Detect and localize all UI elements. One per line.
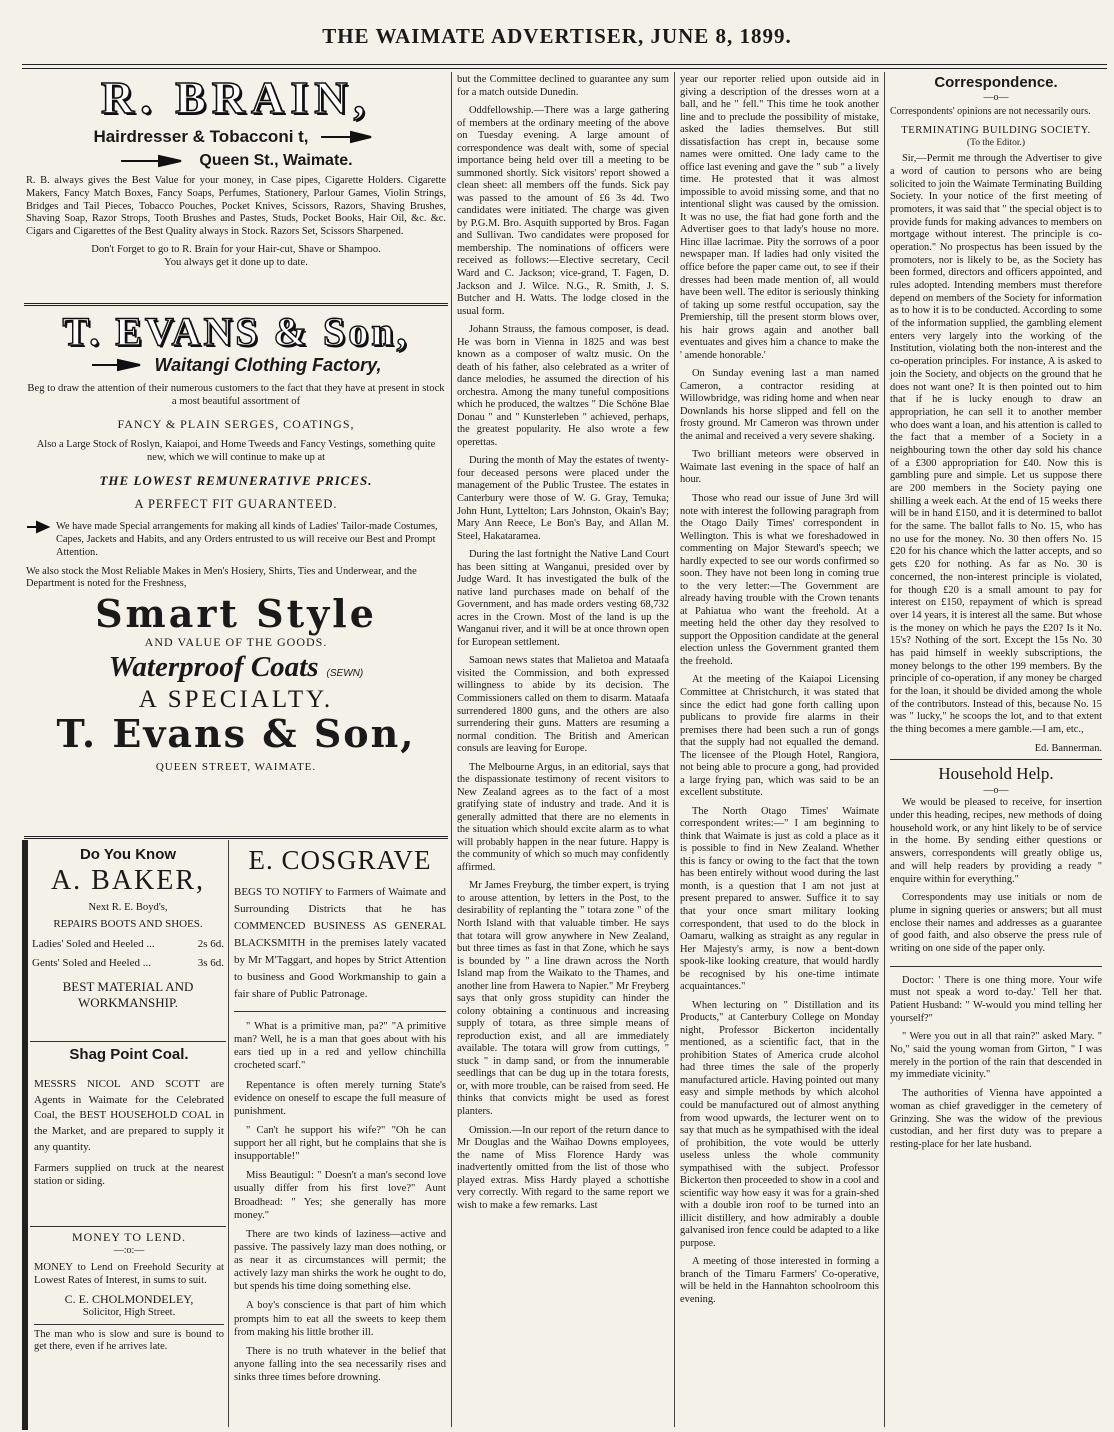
news-paragraph: During the month of May the estates of twenty-four deceased persons were placed under the management of the Public Trustee. The estates in Canterbury were those of W. G. Gray, Temuka; John Hunt, Lyttelton; Lars Johnston, Okain's Bay; Mary Ann Reece, Le Bon's Bay, and Allan M. Steel, Hakataramea. [457,455,669,542]
evans-ladies-line [26,521,446,560]
news-column-4 [680,74,879,1426]
money-name: C. E. CHOLMONDELEY, [64,1291,194,1306]
joke-paragraph: A boy's conscience is that part of him which prompts him to eat all the sweets to keep them from making his little brother ill. [234,1300,446,1338]
brain-name: R. BRAIN, [101,72,371,123]
ad-divider [30,1226,226,1227]
brain-location: Queen St., Waimate. [199,152,353,170]
joke-paragraph: Miss Beautigul: " Doesn't a man's second love usually differ from his first love?" Aunt Broadhead: " Yes; she generally has more money." [234,1170,446,1221]
news-paragraph: but the Committee declined to guarantee any sum for a match outside Dunedin. [457,74,669,98]
section-rule [890,759,1102,760]
tail-paragraph: " Were you out in all that rain?" asked Mary. " No," said the young woman from Girton, " I was merely in the portion of the rain that descended in my immediate vicinity." [890,1031,1102,1081]
money-role: Solicitor, High Street. [82,1307,176,1319]
ad-divider [30,1041,226,1042]
pointing-hand-icon [26,521,50,533]
coal-farmers: Farmers supplied on truck at the nearest station or siding. [34,1163,224,1188]
brain-footer2: You always get it done up to date. [164,256,308,268]
tail-paragraph: The authorities of Vienna have appointed a woman as chief gravedigger in the cemetery of Grinzing. She was the widow of the previous custodian, and her first duty was to prepare a resting-place for her late husband. [890,1088,1102,1150]
evans-serges: FANCY & PLAIN SERGES, COATINGS, [117,416,355,431]
brain-trade: Hairdresser & Tobacconi t, [93,127,309,147]
news-paragraph: At the meeting of the Kaiapoi Licensing Committee at Christchurch, it was stated that since the edict had gone forth calling upon publicans to provide fire alarms in their premises there had been such a run of gongs that the supply had not equalled the demand. The licensee of the Plough Hotel, Rangiora, not being able to procure a gong, had provided a large frying pan, which was said to be an excellent substitute. [680,674,879,799]
brain-body: R. B. always gives the Best Value for your money, in Case pipes, Cigarette Holders. Cigarette Makers, Fancy Match Boxes, Fancy Soaps, Perfumes, Stationery, Parlour Games, Violin Strings, Bridges and Tail Pieces, Tobacco Pouches, Pocket Knives, Scissors, Razors, Shaving Brushes, Shaving Soap, Razor Strops, Tooth Brushes and Pastes, Studs, Pocket Books, Hair Oil, &c. &c. Cigars and Cigarettes of the Best Quality always in Stock. Razors Set, Scissors Sharpened. [26,175,446,237]
joke-paragraph: There is no truth whatever in the belief that anyone falling into the sea necessarily rises and sinks three times before drowning. [234,1345,446,1384]
baker-price-gents [32,957,224,971]
section-rule [890,966,1102,967]
evans-factory-line [26,354,446,376]
left-edge-bar [22,840,28,1430]
brain-trade-line [26,126,446,147]
brain-location-line [26,151,446,171]
masthead-rule [22,64,1107,65]
brain-footer1: Don't Forget to go to R. Brain for your Hair-cut, Shave or Shampoo. [91,243,381,255]
column-rule [228,840,229,1427]
evans-prices: THE LOWEST REMUNERATIVE PRICES. [99,473,373,489]
column-rule [674,72,675,1427]
letter-to-editor: (To the Editor.) [966,137,1026,148]
news-paragraph: The Melbourne Argus, in an editorial, says that the dispassionate testimony of recent visitors to New Zealand agrees as to the fact of a most gratifying state of industry and trade. And it is generally admitted that there are no elements in the situation which should excite alarm as to what will probably happen in the near future. Happy is the community of which so much may confidently affirmed. [457,761,669,873]
money-tail: The man who is slow and sure is bound to get there, even if he arrives late. [34,1328,224,1353]
ad-divider [24,836,448,839]
baker-name: A. BAKER, [50,864,206,896]
news-paragraph: Those who read our issue of June 3rd will note with interest the following paragraph from the Otago Daily Times' correspondent in Wellington. This is what we foreshadowed in commenting on Major Steward's speech; we hardly expected to see our words confirmed so soon. They have not been long in coming true to the very letter:—The Government are already having trouble with the Crown tenants at Pahiatua who want the freehold. At a meeting held the other day they resolved to support the Opposition candidate at the general election unless the Government granted them the freehold. [680,493,879,667]
letter-body: Sir,—Permit me through the Advertiser to give a word of caution to persons who are being solicited to join the Waimate Terminating Building Society. In your notice of the first meeting of promoters, it was said that " the special object is to provide funds for making advances to members on mortgage without interest. The principle is co-operation." No prospectus has been issued by the promoters, nor is likely to be, as the Society has been formed, directors and officers appointed, and rules adopted. Intending members must therefore depend on members of the Society for information as to how it is to be conducted. According to some of the information supplied, the gambling element enters very largely into the working of the Institution, violating both the non-interest and the co-operation principles. For instance, A is asked to join the Society, and objects on the ground that he does not want one? It is then pointed out to him that if he is lucky enough to draw an appropriation, he can sell it to another member who does want a loan, and his attention is called to the fact that a member of a Society in a neighbouring town the other day sold his chance of a £300 appropriation for £40. Now this is gambling pure and simple. Let us suppose there are 200 members in the Society paying one shilling a week each. At the end of 15 weeks there will be in hand £150, and it is determined to ballot for the same. The ballot falls to No. 15, who has no use for the money. No. 30 then offers No. 15 £20 for his chance which the latter accepts, and so gets £20 for nothing. As far as No. 30 is concerned, the non-interest principle is violated, for though £20 is a small amount to pay for interest on £150, repayment of which is spread over 14 years, it is interest all the same. But whose is the money on which he pays the £20? Is it No. 15's? Nothing of the sort. Except the 15s No. 30 has paid himself in weekly subscriptions, the money belongs to the other 199 members. By the principle of co-operation, if any money be charged for the loan, it should be divided among the whole of the contributors. Instead of this, because No. 15 was " lucky," he scoops the lot, and to that extent the thing becomes a mere gamble.—I am, etc., [890,153,1102,736]
cosgrave-notice: BEGS TO NOTIFY to Farmers of Waimate and Surrounding Districts that he has COMMENCED BUSINESS AS GENERAL BLACKSMITH in the premises lately vacated by Mr M'Taggart, and hopes by Strict Attention to business and Good Workmanship to gain a fair share of Public Patronage. [234,885,446,1000]
evans-name: T. EVANS & Son, [62,309,410,354]
coal-advertisement [34,1046,224,1222]
household-divider: —o— [983,785,1009,797]
evans-intro: Beg to draw the attention of their numerous customers to the fact that they have at present in stock a most beautiful assortment of [27,383,445,408]
evans-hosiery: We also stock the Most Reliable Makes in Men's Hosiery, Shirts, Ties and Underwear, and the Department is noted for the Freshness, [26,565,417,590]
brain-advertisement [26,74,446,300]
baker-best: BEST MATERIAL AND WORKMANSHIP. [62,978,194,1010]
baker-next: Next R. E. Boyd's, [88,901,168,913]
news-paragraph: When lecturing on " Distillation and its Products," at Canterbury College on Monday night, Professor Bickerton incidentally mentioned, as a scientific fact, that in the prohibition States of America crude alcohol had three times the sale of the properly manufactured article. Having pointed out many easy and simple methods by which alcohol could be manufactured out of almost anything from wood upwards, the lecturer went on to say that much as he sympathised with the ideal of prohibition, the vote would be utterly useless unless the whole community sympathised with the subject. Professor Bickerton then proceeded to show in a cool and scientific way how easy it was for a grain-shed with a double iron roof to be turned into an illicit distillery, and how admirably a double galvanised iron fence could be adapted to a like purpose. [680,999,879,1249]
evans-coats: Waterproof Coats [108,650,319,683]
news-paragraph: Omission.—In our report of the return dance to Mr Douglas and the Waihao Downs employees, the name of Miss Florence Hardy was inadvertently omitted from the list of those who played extras. Miss Hardy played a schottishe very correctly. With regard to the same report we wish to make a few remarks. Last [457,1124,669,1211]
baker-repairs: REPAIRS BOOTS AND SHOES. [53,917,203,930]
evans-fit: A PERFECT FIT GUARANTEED. [134,497,338,512]
money-advertisement [34,1230,224,1426]
money-rule [34,1324,224,1325]
tail-paragraph: Doctor: ' There is one thing more. Your wife must not speak a word to-day.' Tell her that. Patient Husband: " W-would you mind telling her yourself?" [890,974,1102,1024]
masthead: THE WAIMATE ADVERTISER, JUNE 8, 1899. [322,24,792,48]
cosgrave-name: E. COSGRAVE [248,845,432,875]
news-paragraph: Mr James Freyburg, the timber expert, is trying to arouse attention, by letters in the Post, to the desirability of replanting the " totara zone " of the North Island with that valuable timber. He says that totara will grow anywhere in New Zealand, but three times as fast in that Zone, which he says is bounded by " a line drawn across the North Island map from the Waikato to the Thames, and another line from Hawera to Napier." Mr Freyberg says that only gross stupidity can hinder the colony obtaining a continuous and increasing supply of totara, as three simple means of reproduction exist, and all are immediately available. The totara will grow from cuttings, " stuck " in damp sand, or from the innumerable seedlings that can be dug up in the totara forests, or, with more trouble, can be raised from seed. He thinks that convicts might be used as forest planters. [457,880,669,1117]
evans-coats-line [26,650,446,686]
news-paragraph: Johann Strauss, the famous composer, is dead. He was born in Vienna in 1825 and was best known as a composer of waltz music. On the death of his father, also celebrated as a writer of dance melodies, he assumed the direction of his orchestra. Among the many tuneful compositions which he produced, the waltzes " Die Schöne Blae Donau " and " Kunsterleben " achieved, perhaps, the greatest popularity. He also wrote a few operettas. [457,324,669,448]
evans-name2: T. Evans & Son, [56,711,416,757]
joke-paragraph: " What is a primitive man, pa?" "A primitive man? Well, he is a man that goes about with his ears tied up in a red and yellow chinchilla crocheted scarf." [234,1021,446,1072]
coal-body: MESSRS NICOL AND SCOTT are Agents in Waimate for the Celebrated Coal, the BEST HOUSEHOLD COAL in the Market, and are prepared to supply it any quantity. [34,1077,224,1154]
coal-title: Shag Point Coal. [69,1046,189,1063]
news-paragraph: A meeting of those interested in forming a branch of the Timaru Farmers' Co-operative, will be held in the Hannahton schoolroom this evening. [680,1256,879,1305]
news-paragraph: Oddfellowship.—There was a large gathering of members at the ordinary meeting of the above on Tuesday evening. A large amount of correspondence was dealt with, some of special importance being held over till a meeting to be summoned shortly. Sick visitors' report showed a clean sheet: all members off the funds. Sick pay was passed to the amount of £6 3s 4d. Two candidates were initiated. The charge was given by P.G.M. Bro. Asquith supported by Bros. Fagan and Sullivan. Two candidates were proposed for membership. The nominations of officers were received as follows:—Elective secretary, Cecil Ward and C. Jackson; vice-grand, T. Fagen, D. Jackson and J. Wilce. N.G., R. Smith, J. S. Butcher and H. Watts. The lodge closed in the usual form. [457,105,669,317]
joke-paragraph: There are two kinds of laziness—active and passive. The passively lazy man does nothing, or as near it as circumstances will permit; the actively lazy man shirks the work he ought to do, but spends his time doing something else. [234,1228,446,1293]
correspondence-disclaimer: Correspondents' opinions are not necessarily ours. [890,106,1091,118]
cosgrave-rule [234,1011,446,1012]
masthead-rule-2 [22,68,1107,69]
pointing-hand-icon [119,154,189,168]
evans-address: QUEEN STREET, WAIMATE. [155,761,317,774]
evans-factory: Waitangi Clothing Factory, [154,355,382,375]
column-rule [451,72,452,1427]
evans-advertisement [26,310,446,830]
evans-value: AND VALUE OF THE GOODS. [144,635,328,650]
baker-row2-price: 3s 6d. [197,957,224,970]
baker-know: Do You Know [79,846,177,863]
money-title: MONEY TO LEND. [71,1230,187,1244]
money-divider: —:o:— [113,1244,145,1256]
evans-stock: Also a Large Stock of Roslyn, Kaiapoi, and Home Tweeds and Fancy Vestings, something quite new, which we will continue to make up at [36,439,436,464]
ad-divider [24,303,448,306]
evans-specialty: A SPECIALTY. [138,685,334,713]
news-paragraph: Two brilliant meteors were observed in Waimate last evening in the space of half an hour. [680,449,879,486]
money-body: MONEY to Lend on Freehold Security at Lowest Rates of Interest, in sums to suit. [34,1262,224,1287]
letter-signature: Ed. Bannerman. [1034,742,1102,754]
news-column-3 [457,74,669,1426]
evans-ladies: We have made Special arrangements for making all kinds of Ladies' Tailor-made Costumes, Capes, Jackets and Habits, and any Orders entrusted to us will receive our Best and Prompt Attention. [56,520,438,558]
joke-paragraph: " Can't he support his wife?" "Oh he can support her all right, but he complains that she is insupportable!" [234,1124,446,1163]
news-paragraph: Samoan news states that Malietoa and Mataafa visited the Commission, and both expressed willingness to abide by its decision. The Commissioners called on them to disarm. Mataafa surrendered 1800 guns, and the others are also surrendering their guns. Matters are resuming a normal condition. The British and American consuls are leaving for Europe. [457,655,669,755]
cosgrave-column [234,846,446,1426]
joke-paragraph: Repentance is often merely turning State's evidence on oneself to escape the full measure of punishment. [234,1079,446,1117]
pointing-hand-icon [90,358,146,372]
baker-row2-label: Gents' Soled and Heeled ... [32,957,151,970]
household-title: Household Help. [938,764,1054,784]
news-paragraph: The North Otago Times' Waimate correspondent writes:—" I am beginning to think that Waimate is just as cold a place as it is possible to find in New Zealand. Whether this is fancy or owing to the fact that the town has been entirely without wood during the last month, is a question that I am not just at present prepared to answer. Suffice it to say that your once smart military looking correspondent, that used to do the block in Oamaru, walking as straight as any regular in Her Majesty's army, is now a bent-down spook-like looking creature, that would hardly be recognised by his one-time intimate acquaintances." [680,805,879,993]
ornament-divider: —o— [983,92,1009,104]
news-paragraph: During the last fortnight the Native Land Court has been sitting at Wanganui, presided over by Judge Ward. It has investigated the bulk of the native land purchases made on behalf of the Government, and has made orders vesting 68,732 acres in the Crown. Most of the land is up the Wanganui river, and it will be at once thrown open for European settlement. [457,549,669,648]
baker-row1-price: 2s 6d. [197,937,224,950]
household-paragraph: We would be pleased to receive, for insertion under this heading, recipes, new methods of doing household work, or any hint likely to be of service in the home. By sending either questions or answers, correspondents will greatly oblige us, and will help readers by providing a ready " enquire within for everything." [890,797,1102,885]
letter-heading: TERMINATING BUILDING SOCIETY. [901,124,1091,136]
evans-sewn: (SEWN) [326,667,364,679]
news-paragraph: On Sunday evening last a man named Cameron, a contractor residing at Willowbridge, was riding home and when near Downlands his horse slipped and fell on the frosty ground. Mr Cameron was thrown under the animal and received a very severe shaking. [680,368,879,442]
baker-advertisement [32,846,224,1010]
household-paragraph: Correspondents may use initials or nom de plume in signing queries or answers; but all must enclose their names and addresses as a guarantee of good faith, and also observe the press rule of writing on one side of the paper only. [890,892,1102,954]
news-paragraph: year our reporter relied upon outside aid in giving a description of the dresses worn at a ball, and he " fell." This time he took another line and to preclude the possibility of mistake, asked the ladies themselves. But still dissatisfaction has crept in, because some names were omitted. One lady came to the office last evening and gave the " sub " a lively time. He protested that it was almost impossible to avoid missing some, and that no intentional slight was caused by the omission. It was no use, the fiat had gone forth and the Advertiser goes to that lady's house no more. Hinc illae lacrimae. Pity the sorrows of a poor newspaper man. If ladies had only visited the office before the paper came out, to see if their dresses had been made mention of, all would have been well. The editor is seriously thinking of taking up some restful occupation, say the Premiership, till the present storm blows over, his hair grows again and another ball eventuates and gives him a chance to make the ' amende honorable.' [680,74,879,361]
evans-style: Smart Style [95,591,377,637]
baker-row1-label: Ladies' Soled and Heeled ... [32,937,155,950]
pointing-hand-icon [319,130,379,144]
baker-price-ladies [32,938,224,952]
correspondence-title: Correspondence. [934,74,1058,91]
column-rule [884,72,885,1427]
correspondence-column [890,74,1102,1426]
